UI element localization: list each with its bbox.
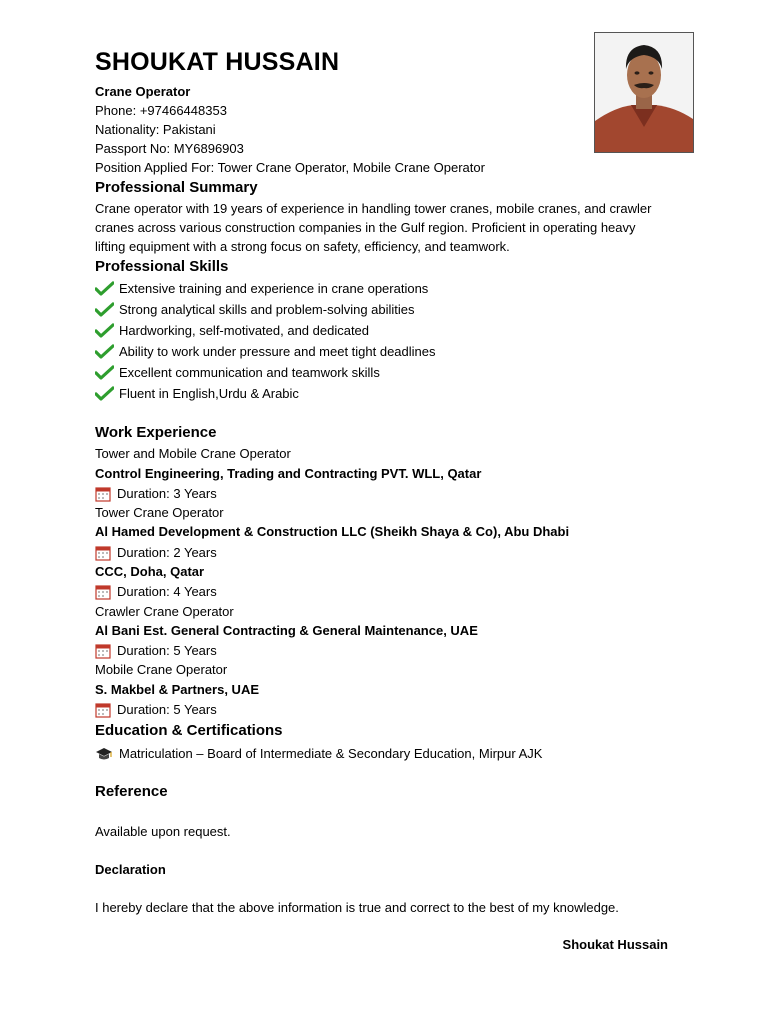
skill-text: Excellent communication and teamwork skills	[119, 365, 380, 380]
education-heading: Education & Certifications	[95, 722, 283, 739]
skill-text: Strong analytical skills and problem-solving abilities	[119, 302, 415, 317]
experience-heading: Work Experience	[95, 424, 217, 441]
skills-heading: Professional Skills	[95, 258, 229, 275]
declaration-heading: Declaration	[95, 862, 166, 877]
education-text: Matriculation – Board of Intermediate & Secondary Education, Mirpur AJK	[119, 746, 543, 761]
profile-photo	[594, 32, 694, 153]
calendar-icon	[95, 643, 111, 659]
duration-text: Duration: 5 Years	[117, 702, 217, 717]
phone: Phone: +97466448353	[95, 103, 227, 118]
summary-heading: Professional Summary	[95, 179, 258, 196]
skill-item	[95, 342, 436, 361]
skill-text: Ability to work under pressure and meet tight deadlines	[119, 344, 436, 359]
skill-item	[95, 279, 428, 298]
summary-line: cranes across various construction companies in the Gulf region. Proficient in operating heavy	[95, 220, 636, 235]
calendar-icon	[95, 702, 111, 718]
graduation-cap-icon	[95, 747, 113, 761]
job-role: Tower Crane Operator	[95, 505, 224, 520]
nationality: Nationality: Pakistani	[95, 122, 216, 137]
calendar-icon	[95, 486, 111, 502]
check-icon	[95, 386, 114, 401]
duration-text: Duration: 5 Years	[117, 643, 217, 658]
education-item	[95, 744, 542, 763]
check-icon	[95, 365, 114, 380]
calendar-icon	[95, 545, 111, 561]
summary-text	[95, 199, 695, 256]
job-duration	[95, 641, 217, 660]
job-duration	[95, 484, 217, 503]
check-icon	[95, 323, 114, 338]
skill-item	[95, 363, 380, 382]
job-company: CCC, Doha, Qatar	[95, 564, 205, 579]
job-company: Al Hamed Development & Construction LLC (Sheikh Shaya & Co), Abu Dhabi	[95, 524, 570, 539]
check-icon	[95, 281, 114, 296]
skill-text: Hardworking, self-motivated, and dedicated	[119, 323, 370, 338]
skill-text: Extensive training and experience in crane operations	[119, 281, 429, 296]
job-company: S. Makbel & Partners, UAE	[95, 682, 259, 697]
check-icon	[95, 302, 114, 317]
job-title: Crane Operator	[95, 84, 191, 99]
duration-text: Duration: 4 Years	[117, 584, 217, 599]
job-role: Tower and Mobile Crane Operator	[95, 446, 291, 461]
calendar-icon	[95, 584, 111, 600]
summary-line: Crane operator with 19 years of experience in handling tower cranes, mobile cranes, and crawler	[95, 201, 652, 216]
skill-item	[95, 321, 369, 340]
job-duration	[95, 543, 217, 562]
skill-item	[95, 384, 299, 403]
job-company: Control Engineering, Trading and Contracting PVT. WLL, Qatar	[95, 466, 482, 481]
passport-number: Passport No: MY6896903	[95, 141, 244, 156]
signature-name: Shoukat Hussain	[562, 937, 668, 952]
candidate-name: SHOUKAT HUSSAIN	[95, 48, 340, 76]
duration-text: Duration: 2 Years	[117, 545, 217, 560]
job-duration	[95, 582, 217, 601]
summary-line: lifting equipment with a strong focus on safety, efficiency, and teamwork.	[95, 239, 510, 254]
duration-text: Duration: 3 Years	[117, 486, 217, 501]
reference-text: Available upon request.	[95, 824, 231, 839]
declaration-text: I hereby declare that the above information is true and correct to the best of my knowledge.	[95, 900, 619, 915]
position-applied: Position Applied For: Tower Crane Operator, Mobile Crane Operator	[95, 160, 485, 175]
check-icon	[95, 344, 114, 359]
skill-text: Fluent in English,Urdu & Arabic	[119, 386, 299, 401]
reference-heading: Reference	[95, 783, 168, 800]
skill-item	[95, 300, 415, 319]
job-role: Crawler Crane Operator	[95, 604, 234, 619]
job-company: Al Bani Est. General Contracting & General Maintenance, UAE	[95, 623, 478, 638]
job-role: Mobile Crane Operator	[95, 662, 228, 677]
job-duration	[95, 700, 217, 719]
